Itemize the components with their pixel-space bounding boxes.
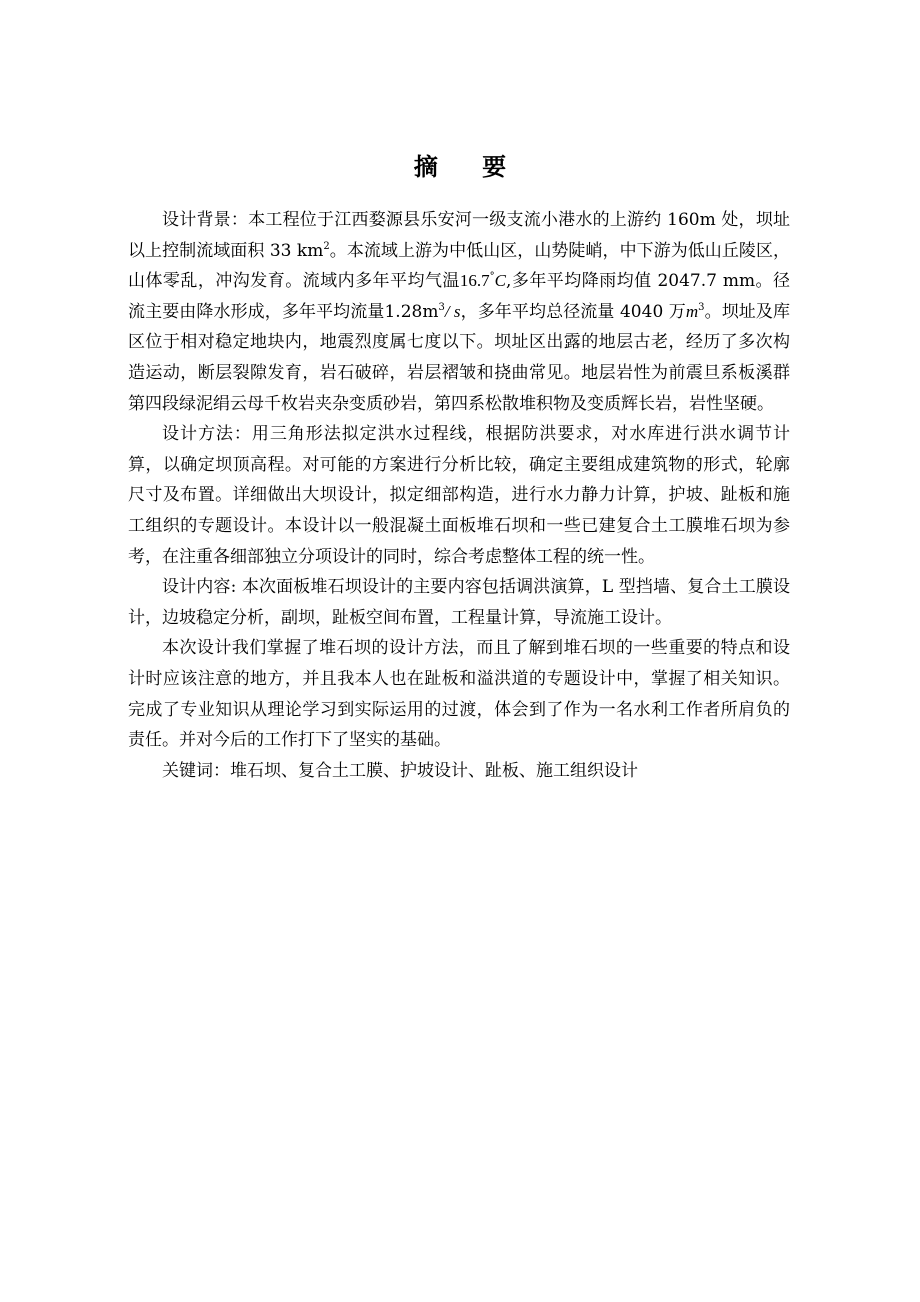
method-label: 设计方法： — [162, 424, 252, 445]
temperature-unit: C — [494, 271, 506, 291]
abstract-body — [128, 205, 790, 786]
flow-value: 1.28m — [384, 301, 439, 322]
method-text: 用三角形法拟定洪水过程线，根据防洪要求，对水库进行洪水调节计算，以确定坝顶高程。对可能的方案进行分析比较，确定主要组成建筑物的形式，轮廓尺寸及布置。详细做出大坝设计，拟定细部构造，进行水力静力计算，护坡、趾板和施工组织的专题设计。本设计以一般混凝土面板堆石坝和一些已建复合土工膜堆石坝为参考，在注重各细部独立分项设计的同时，综合考虑整体工程的统一性。 — [128, 424, 791, 567]
degree-superscript: ° — [489, 271, 495, 283]
paragraph-design-content — [128, 572, 790, 633]
background-text-5: 。坝址及库区位于相对稳定地块内，地震烈度属七度以下。坝址区出露的地层古老，经历了多次构造运动，断层裂隙发育，岩石破碎，岩层褶皱和挠曲常见。地层岩性为前震旦系板溪群第四段绿泥绢云母千枚岩夹杂变质砂岩，第四系松散堆积物及变质辉长岩，岩性坚硬。 — [128, 301, 791, 414]
paragraph-design-method — [128, 419, 790, 572]
content-label: 设计内容: — [162, 577, 237, 598]
keywords-text: 堆石坝、复合土工膜、护坡设计、趾板、施工组织设计 — [230, 760, 638, 781]
background-text-3: ,多年平均降雨均值 2047.7 mm。径流主要由降水形成，多年平均流量 — [128, 271, 791, 322]
summary-text: 本次设计我们掌握了堆石坝的设计方法，而且了解到堆石坝的一些重要的特点和设计时应该注意的地方，并且我本人也在趾板和溢洪道的专题设计中，掌握了相关知识。完成了专业知识从理论学习到实际运用的过渡，体会到了作为一名水利工作者所肩负的责任。并对今后的工作打下了坚实的基础。 — [128, 638, 790, 751]
background-text-1: 本工程位于江西婺源县乐安河一级支流小港水的上游约 160m 处，坝址以上控制流域面积 33 km — [128, 210, 791, 261]
runoff-superscript: 3 — [698, 301, 705, 313]
keywords-label: 关键词： — [162, 760, 230, 781]
content-text: 本次面板堆石坝设计的主要内容包括调洪演算，L 型挡墙、复合土工膜设计，边坡稳定分析，副坝，趾板空间布置，工程量计算，导流施工设计。 — [128, 577, 790, 628]
background-label: 设计背景： — [162, 210, 249, 230]
paragraph-keywords — [128, 756, 790, 787]
background-text-4: ，多年平均总径流量 4040 万 — [460, 301, 686, 322]
area-superscript: 2 — [323, 240, 330, 252]
background-text-2: 。本流域上游为中低山区，山势陡峭，中下游为低山丘陵区，山体零乱，冲沟发育。流域内多年平均气温 — [128, 240, 790, 292]
abstract-title: 摘 要 — [413, 153, 525, 181]
runoff-unit: m — [685, 301, 699, 321]
paragraph-summary — [128, 633, 790, 755]
flow-superscript: 3 — [438, 301, 445, 313]
paragraph-design-background — [128, 205, 790, 419]
flow-unit: / s — [444, 301, 461, 321]
temperature-value: 16.7 — [459, 271, 490, 291]
